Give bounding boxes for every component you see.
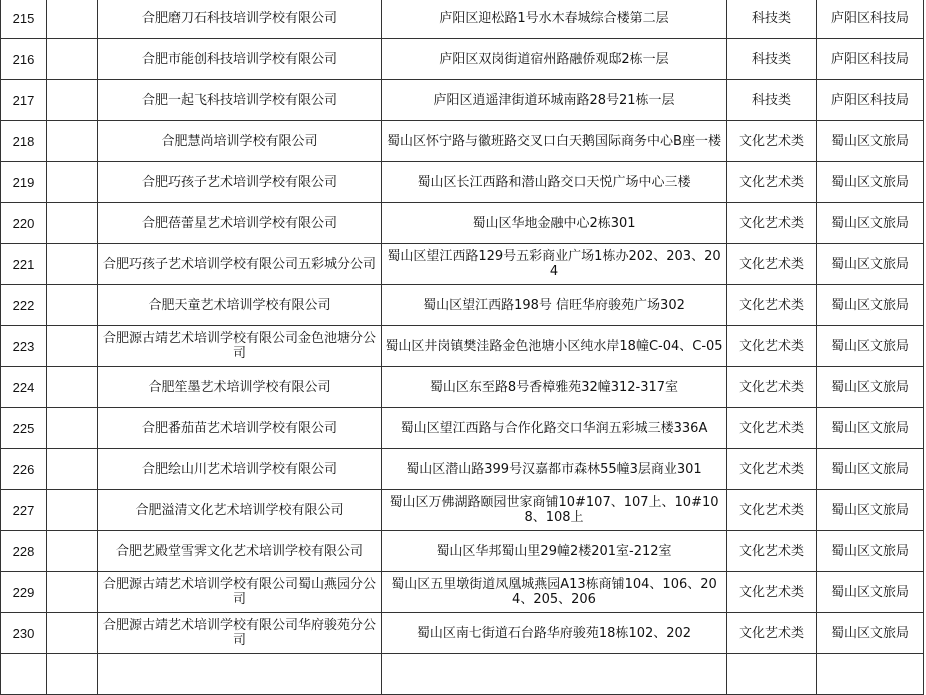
address-cell: 蜀山区望江西路129号五彩商业广场1栋办202、203、204 bbox=[382, 244, 727, 285]
row-number-cell: 221 bbox=[1, 244, 47, 285]
address-cell: 蜀山区华邦蜀山里29幢2楼201室-212室 bbox=[382, 531, 727, 572]
blank-cell bbox=[47, 654, 98, 695]
category-cell: 文化艺术类 bbox=[727, 121, 817, 162]
school-name-cell: 合肥溢清文化艺术培训学校有限公司 bbox=[98, 490, 382, 531]
department-cell: 庐阳区科技局 bbox=[817, 39, 924, 80]
school-name-cell: 合肥慧尚培训学校有限公司 bbox=[98, 121, 382, 162]
row-number-cell: 220 bbox=[1, 203, 47, 244]
department-cell: 蜀山区文旅局 bbox=[817, 326, 924, 367]
blank-cell bbox=[47, 572, 98, 613]
school-name-cell: 合肥艺殿堂雪霁文化艺术培训学校有限公司 bbox=[98, 531, 382, 572]
department-cell: 蜀山区文旅局 bbox=[817, 162, 924, 203]
blank-cell bbox=[47, 39, 98, 80]
row-number-cell: 230 bbox=[1, 613, 47, 654]
school-name-cell: 合肥源古靖艺术培训学校有限公司华府骏苑分公司 bbox=[98, 613, 382, 654]
table-row bbox=[1, 367, 924, 408]
table-row bbox=[1, 572, 924, 613]
blank-cell bbox=[47, 244, 98, 285]
row-number-cell: 224 bbox=[1, 367, 47, 408]
category-cell: 文化艺术类 bbox=[727, 162, 817, 203]
blank-cell bbox=[47, 367, 98, 408]
school-name-cell: 合肥蓓蕾星艺术培训学校有限公司 bbox=[98, 203, 382, 244]
table-body bbox=[1, 0, 924, 695]
blank-cell bbox=[47, 0, 98, 39]
school-name-cell: 合肥巧孩子艺术培训学校有限公司五彩城分公司 bbox=[98, 244, 382, 285]
address-cell: 蜀山区潜山路399号汉嘉都市森林55幢3层商业301 bbox=[382, 449, 727, 490]
category-cell: 文化艺术类 bbox=[727, 531, 817, 572]
address-cell: 蜀山区怀宁路与徽班路交叉口白天鹅国际商务中心B座一楼 bbox=[382, 121, 727, 162]
school-name-cell: 合肥绘山川艺术培训学校有限公司 bbox=[98, 449, 382, 490]
blank-cell bbox=[47, 449, 98, 490]
row-number-cell bbox=[1, 654, 47, 695]
row-number-cell: 228 bbox=[1, 531, 47, 572]
school-name-cell: 合肥源古靖艺术培训学校有限公司金色池塘分公司 bbox=[98, 326, 382, 367]
school-name-cell: 合肥巧孩子艺术培训学校有限公司 bbox=[98, 162, 382, 203]
school-name-cell: 合肥市能创科技培训学校有限公司 bbox=[98, 39, 382, 80]
school-name-cell: 合肥源古靖艺术培训学校有限公司蜀山燕园分公司 bbox=[98, 572, 382, 613]
department-cell: 蜀山区文旅局 bbox=[817, 367, 924, 408]
blank-cell bbox=[47, 531, 98, 572]
department-cell bbox=[817, 654, 924, 695]
address-cell: 蜀山区长江西路和潜山路交口天悦广场中心三楼 bbox=[382, 162, 727, 203]
department-cell: 蜀山区文旅局 bbox=[817, 244, 924, 285]
address-cell: 庐阳区逍遥津街道环城南路28号21栋一层 bbox=[382, 80, 727, 121]
blank-cell bbox=[47, 285, 98, 326]
table-row bbox=[1, 613, 924, 654]
department-cell: 蜀山区文旅局 bbox=[817, 531, 924, 572]
blank-cell bbox=[47, 203, 98, 244]
address-cell: 蜀山区南七街道石台路华府骏苑18栋102、202 bbox=[382, 613, 727, 654]
table-row bbox=[1, 80, 924, 121]
address-cell: 蜀山区望江西路与合作化路交口华润五彩城三楼336A bbox=[382, 408, 727, 449]
blank-cell bbox=[47, 490, 98, 531]
school-name-cell: 合肥笙墨艺术培训学校有限公司 bbox=[98, 367, 382, 408]
department-cell: 蜀山区文旅局 bbox=[817, 203, 924, 244]
blank-cell bbox=[47, 162, 98, 203]
table-row bbox=[1, 244, 924, 285]
department-cell: 庐阳区科技局 bbox=[817, 80, 924, 121]
table-row bbox=[1, 285, 924, 326]
address-cell: 蜀山区东至路8号香樟雅苑32幢312-317室 bbox=[382, 367, 727, 408]
department-cell: 蜀山区文旅局 bbox=[817, 572, 924, 613]
department-cell: 蜀山区文旅局 bbox=[817, 408, 924, 449]
table-row bbox=[1, 162, 924, 203]
address-cell: 蜀山区万佛湖路颐园世家商铺10#107、107上、10#108、108上 bbox=[382, 490, 727, 531]
category-cell: 科技类 bbox=[727, 0, 817, 39]
department-cell: 庐阳区科技局 bbox=[817, 0, 924, 39]
row-number-cell: 227 bbox=[1, 490, 47, 531]
category-cell bbox=[727, 654, 817, 695]
department-cell: 蜀山区文旅局 bbox=[817, 490, 924, 531]
category-cell: 文化艺术类 bbox=[727, 244, 817, 285]
blank-cell bbox=[47, 326, 98, 367]
category-cell: 科技类 bbox=[727, 39, 817, 80]
category-cell: 文化艺术类 bbox=[727, 408, 817, 449]
address-cell: 庐阳区双岗街道宿州路融侨观邸2栋一层 bbox=[382, 39, 727, 80]
blank-cell bbox=[47, 80, 98, 121]
address-cell: 庐阳区迎松路1号水木春城综合楼第二层 bbox=[382, 0, 727, 39]
table-row bbox=[1, 531, 924, 572]
department-cell: 蜀山区文旅局 bbox=[817, 613, 924, 654]
blank-cell bbox=[47, 121, 98, 162]
category-cell: 文化艺术类 bbox=[727, 203, 817, 244]
category-cell: 文化艺术类 bbox=[727, 367, 817, 408]
row-number-cell: 219 bbox=[1, 162, 47, 203]
department-cell: 蜀山区文旅局 bbox=[817, 121, 924, 162]
address-cell: 蜀山区井岗镇樊洼路金色池塘小区纯水岸18幢C-04、C-05 bbox=[382, 326, 727, 367]
table-row bbox=[1, 490, 924, 531]
row-number-cell: 225 bbox=[1, 408, 47, 449]
table-row bbox=[1, 121, 924, 162]
address-cell: 蜀山区望江西路198号 信旺华府骏苑广场302 bbox=[382, 285, 727, 326]
table-row bbox=[1, 449, 924, 490]
category-cell: 文化艺术类 bbox=[727, 572, 817, 613]
table-row bbox=[1, 0, 924, 39]
category-cell: 文化艺术类 bbox=[727, 613, 817, 654]
table-row bbox=[1, 39, 924, 80]
category-cell: 科技类 bbox=[727, 80, 817, 121]
category-cell: 文化艺术类 bbox=[727, 449, 817, 490]
row-number-cell: 218 bbox=[1, 121, 47, 162]
row-number-cell: 217 bbox=[1, 80, 47, 121]
row-number-cell: 216 bbox=[1, 39, 47, 80]
department-cell: 蜀山区文旅局 bbox=[817, 449, 924, 490]
department-cell: 蜀山区文旅局 bbox=[817, 285, 924, 326]
row-number-cell: 215 bbox=[1, 0, 47, 39]
table-row bbox=[1, 326, 924, 367]
school-name-cell: 合肥磨刀石科技培训学校有限公司 bbox=[98, 0, 382, 39]
blank-cell bbox=[47, 408, 98, 449]
row-number-cell: 229 bbox=[1, 572, 47, 613]
category-cell: 文化艺术类 bbox=[727, 490, 817, 531]
category-cell: 文化艺术类 bbox=[727, 285, 817, 326]
table-row bbox=[1, 654, 924, 695]
school-name-cell: 合肥一起飞科技培训学校有限公司 bbox=[98, 80, 382, 121]
table-row bbox=[1, 203, 924, 244]
school-name-cell: 合肥天童艺术培训学校有限公司 bbox=[98, 285, 382, 326]
blank-cell bbox=[47, 613, 98, 654]
table-row bbox=[1, 408, 924, 449]
address-cell: 蜀山区五里墩街道凤凰城燕园A13栋商铺104、106、204、205、206 bbox=[382, 572, 727, 613]
row-number-cell: 222 bbox=[1, 285, 47, 326]
school-name-cell bbox=[98, 654, 382, 695]
row-number-cell: 223 bbox=[1, 326, 47, 367]
address-cell: 蜀山区华地金融中心2栋301 bbox=[382, 203, 727, 244]
address-cell bbox=[382, 654, 727, 695]
row-number-cell: 226 bbox=[1, 449, 47, 490]
category-cell: 文化艺术类 bbox=[727, 326, 817, 367]
school-name-cell: 合肥番茄苗艺术培训学校有限公司 bbox=[98, 408, 382, 449]
